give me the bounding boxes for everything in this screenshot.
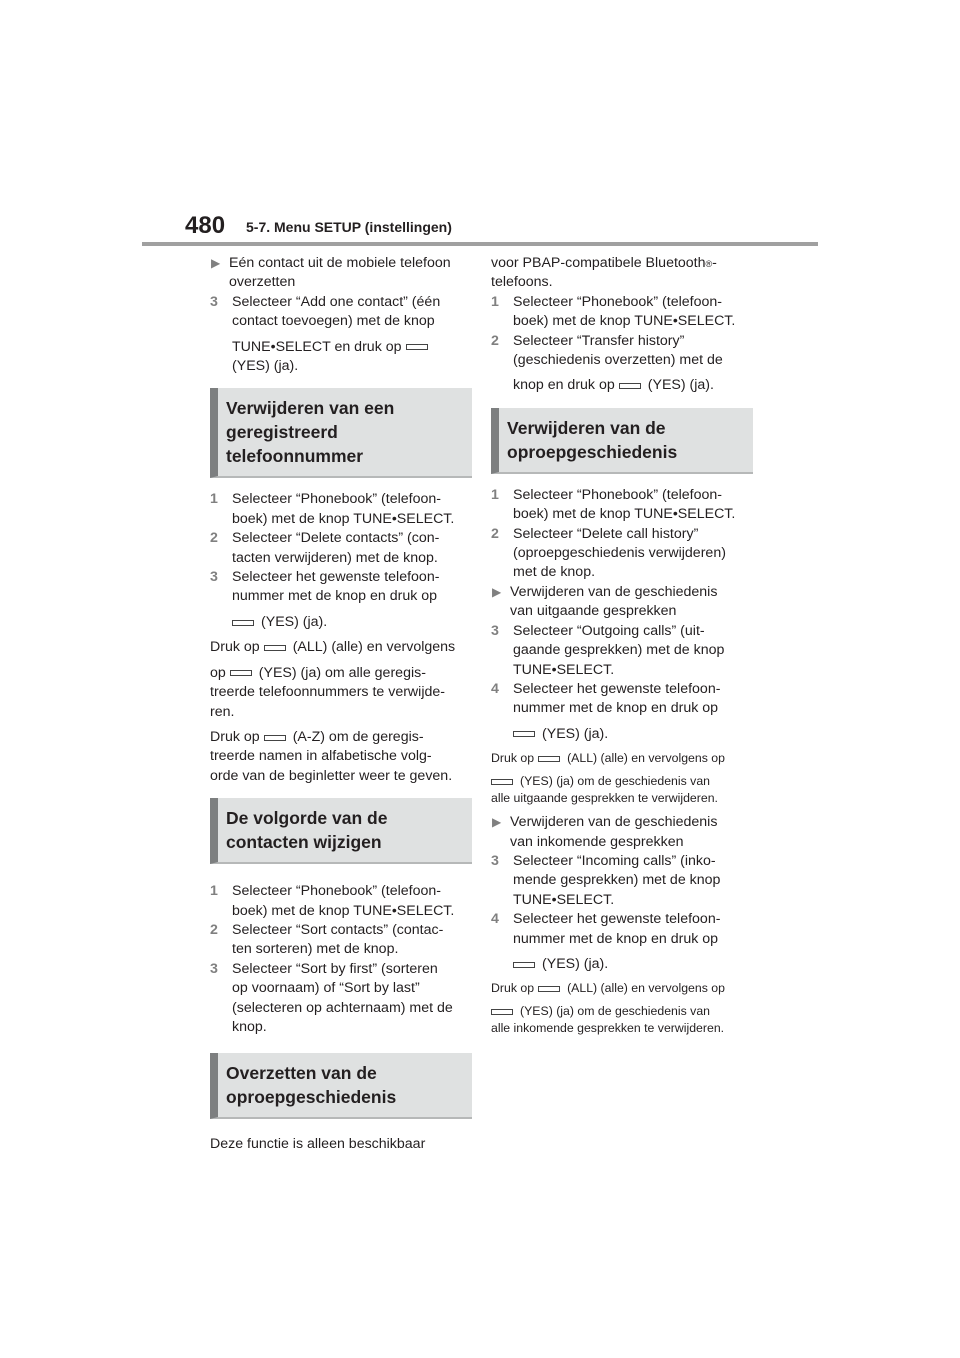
step-2 xyxy=(491,525,753,583)
step-number: 1 xyxy=(210,883,218,900)
step-number: 3 xyxy=(210,960,218,977)
text-line: Selecteer het gewenste telefoon- xyxy=(513,680,721,697)
section-delete-number xyxy=(210,388,472,478)
text-fragment: voor PBAP-compatibele Bluetooth xyxy=(491,255,706,271)
text-line: (YES) (ja) om de geschiedenis van xyxy=(520,1004,711,1019)
step-3 xyxy=(210,960,472,1038)
text-line: treerde namen in alfabetische volg- xyxy=(210,748,432,765)
text-fragment: - xyxy=(712,255,717,271)
step-3 xyxy=(491,622,753,680)
text-line: Verwijderen van de geschiedenis xyxy=(510,583,718,600)
step-4-cont xyxy=(491,725,753,744)
step-3 xyxy=(210,293,472,332)
step-2 xyxy=(210,921,472,960)
text-line: Selecteer “Sort contacts” (contac- xyxy=(232,921,444,938)
step-number: 2 xyxy=(210,530,218,547)
section-title-line: oproepgeschiedenis xyxy=(226,1087,397,1108)
step-1 xyxy=(210,882,472,921)
step-number: 2 xyxy=(210,921,218,938)
step-4 xyxy=(491,680,753,719)
step-4-cont xyxy=(491,955,753,974)
section-title-line: Verwijderen van een xyxy=(226,398,395,419)
text-line: (YES) (ja). xyxy=(261,613,328,630)
text-line: (YES) (ja). xyxy=(542,955,609,972)
step-number: 4 xyxy=(491,911,499,928)
triangle-right-icon: ▶ xyxy=(492,584,502,599)
text-line: (ALL) (alle) en vervolgens op xyxy=(567,981,725,996)
screen-button-icon xyxy=(232,620,254,626)
bullet-incoming xyxy=(491,813,753,852)
section-title-line: telefoonnummer xyxy=(226,446,364,467)
step-1 xyxy=(491,486,753,525)
step-2-cont xyxy=(491,376,753,395)
screen-button-icon xyxy=(513,962,535,968)
section-title-line: Overzetten van de xyxy=(226,1063,377,1084)
note-incoming xyxy=(491,980,753,997)
screen-button-icon xyxy=(513,731,535,737)
header-rule xyxy=(142,242,818,246)
text-line: ten sorteren) met de knop. xyxy=(232,941,399,958)
text-line: (YES) (ja). xyxy=(542,725,609,742)
text-line: (YES) (ja) om alle geregis- xyxy=(258,664,426,681)
text-line: Druk op xyxy=(210,639,260,656)
text-line: telefoons. xyxy=(491,274,553,291)
section-title-line: geregistreerd xyxy=(226,422,338,443)
text-line: nummer met de knop en druk op xyxy=(513,930,719,947)
section-transfer-history xyxy=(210,1053,472,1119)
note-all-2 xyxy=(210,664,472,683)
step-1 xyxy=(210,490,472,529)
screen-button-icon xyxy=(491,1009,513,1015)
step-4 xyxy=(491,910,753,949)
screen-button-icon xyxy=(406,344,428,350)
text-line: boek) met de knop TUNE•SELECT. xyxy=(232,510,455,527)
note-outgoing-2 xyxy=(491,773,753,790)
text-line: tacten verwijderen) met de knop. xyxy=(232,549,438,566)
text-line: Eén contact uit de mobiele telefoon xyxy=(229,255,451,271)
text-line: met de knop. xyxy=(513,564,596,581)
step-2 xyxy=(491,332,753,371)
section-title-line: oproepgeschiedenis xyxy=(507,441,678,462)
bullet-outgoing xyxy=(491,583,753,622)
text-line: Selecteer “Delete call history” xyxy=(513,525,699,542)
text-line: op xyxy=(210,664,226,681)
text-line: (YES) (ja) om de geschiedenis van xyxy=(520,774,711,789)
text-line: (YES) (ja). xyxy=(647,377,714,394)
text-line: TUNE•SELECT en druk op xyxy=(232,338,402,355)
text-line: Selecteer het gewenste telefoon- xyxy=(232,569,440,586)
text-line: TUNE•SELECT. xyxy=(513,661,615,678)
text-line: orde van de beginletter weer te geven. xyxy=(210,767,453,784)
chapter-title: 5-7. Menu SETUP (instellingen) xyxy=(246,219,452,235)
right-column xyxy=(491,254,753,1037)
step-3 xyxy=(491,852,753,910)
text-line: Selecteer “Delete contacts” (con- xyxy=(232,530,440,547)
step-number: 1 xyxy=(491,293,499,310)
step-number: 3 xyxy=(210,293,218,310)
text-line: boek) met de knop TUNE•SELECT. xyxy=(513,313,736,330)
text-line: Selecteer “Outgoing calls” (uit- xyxy=(513,622,705,639)
step-number: 2 xyxy=(491,332,499,349)
text-line: (ALL) (alle) en vervolgens xyxy=(292,639,456,656)
step-1 xyxy=(491,293,753,332)
note-az xyxy=(210,728,472,747)
note-incoming-2 xyxy=(491,1003,753,1020)
step-number: 4 xyxy=(491,680,499,697)
text-line: nummer met de knop en druk op xyxy=(513,700,719,717)
page-number: 480 xyxy=(185,212,226,239)
screen-button-icon xyxy=(230,670,252,676)
text-line: Verwijderen van de geschiedenis xyxy=(510,814,718,831)
note-all xyxy=(210,638,472,657)
step-3-cont xyxy=(210,338,472,357)
text-line: Selecteer “Phonebook” (telefoon- xyxy=(513,486,722,503)
text-line: ren. xyxy=(210,703,235,720)
step-3 xyxy=(210,568,472,607)
text-line: contact toevoegen) met de knop xyxy=(232,313,435,330)
screen-button-icon xyxy=(538,756,560,762)
step-number: 2 xyxy=(491,525,499,542)
text-line: (ALL) (alle) en vervolgens op xyxy=(567,751,725,766)
text-line: mende gesprekken) met de knop xyxy=(513,872,721,889)
section-title-line: De volgorde van de xyxy=(226,808,388,829)
text-line: Selecteer “Sort by first” (sorteren xyxy=(232,960,438,977)
text-line: voor PBAP-compatibele Bluetooth ® - xyxy=(491,254,753,273)
text-line: Selecteer “Phonebook” (telefoon- xyxy=(513,293,722,310)
text-line: TUNE•SELECT. xyxy=(513,891,615,908)
text-line: alle uitgaande gesprekken te verwijderen. xyxy=(491,791,718,806)
text-line: overzetten xyxy=(229,274,296,291)
text-line: Selecteer “Transfer history” xyxy=(513,332,685,349)
text-line: knop. xyxy=(232,1018,267,1035)
text-line: op voornaam) of “Sort by last” xyxy=(232,980,420,997)
text-line: Selecteer “Phonebook” (telefoon- xyxy=(232,883,441,900)
triangle-right-icon: ▶ xyxy=(211,256,221,270)
text-line: Druk op xyxy=(491,751,535,766)
text-line: Deze functie is alleen beschikbaar xyxy=(210,1136,426,1153)
text-line: nummer met de knop en druk op xyxy=(232,588,438,605)
screen-button-icon xyxy=(491,779,513,785)
text-line: knop en druk op xyxy=(513,377,615,394)
text-line: gaande gesprekken) met de knop xyxy=(513,642,725,659)
screen-button-icon xyxy=(264,735,286,741)
step-3-cont xyxy=(210,613,472,632)
note-outgoing xyxy=(491,750,753,767)
text-line: (geschiedenis overzetten) met de xyxy=(513,352,723,369)
text-line: treerde telefoonnummers te verwijde- xyxy=(210,684,445,701)
bullet-one-contact xyxy=(210,254,472,293)
section-title-line: Verwijderen van de xyxy=(507,417,666,438)
section-title-line: contacten wijzigen xyxy=(226,832,382,853)
text-line: (oproepgeschiedenis verwijderen) xyxy=(513,545,726,562)
section-sort-contacts xyxy=(210,798,472,864)
step-number: 3 xyxy=(210,569,218,586)
step-number: 1 xyxy=(491,486,499,503)
text-line: Druk op xyxy=(210,728,260,745)
step-number: 1 xyxy=(210,491,218,508)
screen-button-icon xyxy=(264,645,286,651)
text-line: van inkomende gesprekken xyxy=(510,833,684,850)
text-line: boek) met de knop TUNE•SELECT. xyxy=(232,902,455,919)
text-line: Selecteer “Add one contact” (één xyxy=(232,293,441,310)
screen-button-icon xyxy=(538,986,560,992)
text-line: van uitgaande gesprekken xyxy=(510,603,677,620)
screen-button-icon xyxy=(619,383,641,389)
text-line: (A-Z) om de geregis- xyxy=(292,728,424,745)
text-line: Druk op xyxy=(491,981,535,996)
step-3-cont2 xyxy=(210,357,472,376)
triangle-right-icon: ▶ xyxy=(492,815,502,830)
section-delete-history xyxy=(491,408,753,474)
step-2 xyxy=(210,529,472,568)
text-line: Selecteer het gewenste telefoon- xyxy=(513,911,721,928)
text-line: boek) met de knop TUNE•SELECT. xyxy=(513,506,736,523)
text-line: (selecteren op achternaam) met de xyxy=(232,999,453,1016)
left-column xyxy=(210,254,472,1155)
text-line: Selecteer “Phonebook” (telefoon- xyxy=(232,491,441,508)
text-line: (YES) (ja). xyxy=(232,358,299,375)
text-line: Selecteer “Incoming calls” (inko- xyxy=(513,852,716,869)
step-number: 3 xyxy=(491,622,499,639)
step-number: 3 xyxy=(491,852,499,869)
text-line: alle inkomende gesprekken te verwijderen. xyxy=(491,1021,725,1036)
